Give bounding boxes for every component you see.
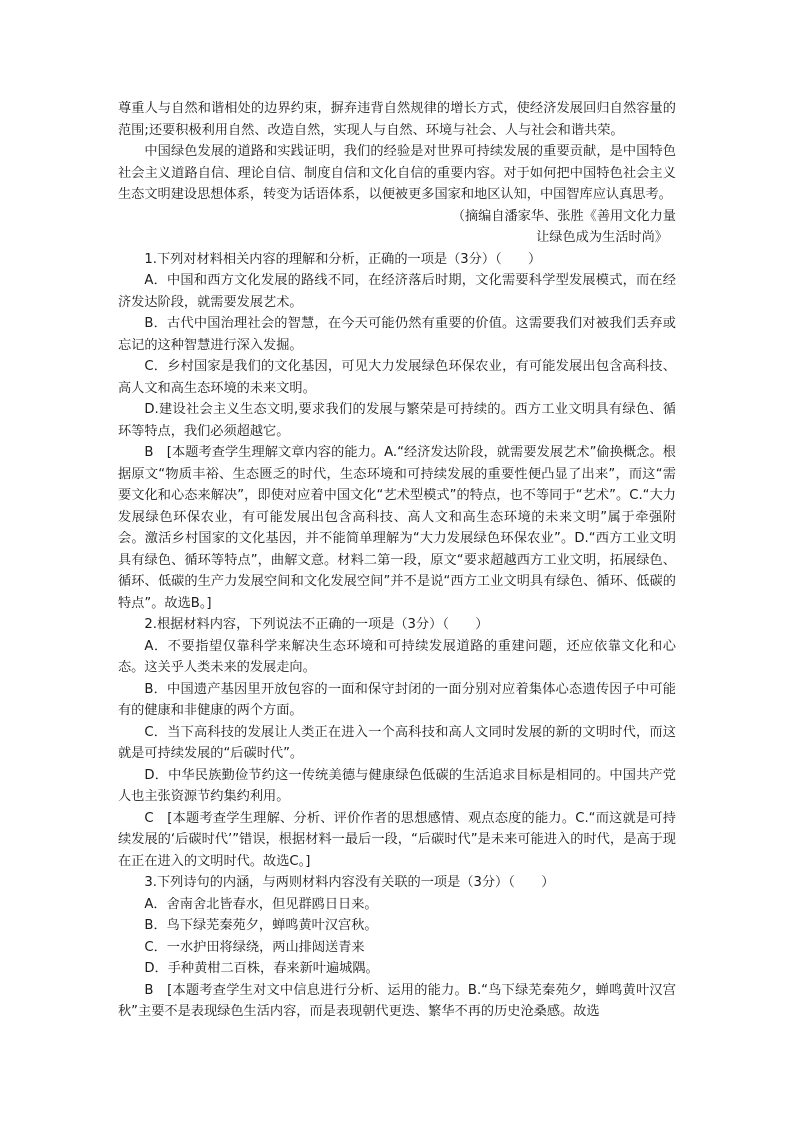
question-3-option-a: A．舍南舍北皆春水，但见群鸥日日来。	[144, 896, 378, 912]
question-1-option-a: A．中国和西方文化发展的路线不同，在经济落后时期，文化需要科学型发展模式，而在经济发达阶段，就需要发展艺术。	[118, 273, 676, 310]
question-1-option-c: C．乡村国家是我们的文化基因，可见大力发展绿色环保农业，有可能发展出包含高科技、高人文和高生态环境的未来文明。	[118, 359, 676, 396]
question-2-option-b: B．中国遗产基因里开放包容的一面和保守封闭的一面分别对应着集体心态遗传因子中可能有的健康和非健康的两个方面。	[118, 681, 676, 718]
question-2-option-d: D．中华民族勤俭节约这一传统美德与健康绿色低碳的生活追求目标是相同的。中国共产党人也主张资源节约集约利用。	[118, 767, 676, 804]
question-2-option-a: A．不要指望仅靠科学来解决生态环境和可持续发展道路的重建问题，还应依靠文化和心态。这关乎人类未来的发展走向。	[118, 638, 676, 675]
question-2-option-c: C．当下高科技的发展让人类正在进入一个高科技和高人文同时发展的新的文明时代，而这就是可持续发展的“后碳时代”。	[118, 724, 676, 761]
document-body	[118, 98, 676, 1023]
source-citation-line1: （摘编自潘家华、张胜《善用文化力量	[451, 208, 676, 224]
question-3-stem: 3.下列诗句的内涵，与两则材料内容没有关联的一项是（3分）（ ）	[144, 875, 555, 890]
question-2-answer: C [本题考查学生理解、分析、评价作者的思想感情、观点态度的能力。C.“而这就是可持续发展的‘后碳时代’”错误，根据材料一最后一段，“后碳时代”是未来可能进入的时代，是高于现在正在进入的文明时代。故选C。]	[118, 810, 676, 869]
question-3-option-b: B．鸟下绿芜秦苑夕，蝉鸣黄叶汉宫秋。	[144, 918, 378, 933]
question-1-option-d: D.建设社会主义生态文明,要求我们的发展与繁荣是可持续的。西方工业文明具有绿色、循环等特点，我们必须超越它。	[118, 402, 676, 439]
question-1-option-b: B．古代中国治理社会的智慧，在今天可能仍然有重要的价值。这需要我们对被我们丢弃或忘记的这种智慧进行深入发掘。	[118, 316, 676, 353]
question-1-answer: B [本题考查学生理解文章内容的能力。A.“经济发达阶段，就需要发展艺术”偷换概念。根据原文“物质丰裕、生态匮乏的时代，生态环境和可持续发展的重要性便凸显了出来”，而这“需要文化和心态来解决”，即使对应着中国文化“艺术型模式”的特点，也不等同于“艺术”。C.“大力发展绿色环保农业，有可能发展出包含高科技、高人文和高生态环境的未来文明”属于牵强附会。激活乡村国家的文化基因，并不能简单理解为“大力发展绿色环保农业”。D.“西方工业文明具有绿色、循环等特点”，曲解文意。材料二第一段，原文“要求超越西方工业文明，拓展绿色、循环、低碳的生产力发展空间和文化发展空间”并不是说“西方工业文明具有绿色、循环、低碳的特点”。故选B。]	[118, 445, 676, 611]
question-3-option-c: C．一水护田将绿绕，两山排闼送青来	[144, 939, 365, 955]
question-3-option-d: D．手种黄柑二百株，春来新叶遍城隅。	[144, 961, 379, 976]
source-citation-line2: 让绿色成为生活时尚》	[536, 230, 668, 245]
question-1-stem: 1.下列对材料相关内容的理解和分析，正确的一项是（3分）（ ）	[144, 251, 542, 267]
paragraph-nature-balance: 尊重人与自然和谐相处的边界约束，摒弃违背自然规律的增长方式，使经济发展回归自然容量的范围;还要积极利用自然、改造自然，实现人与自然、环境与社会、人与社会和谐共荣。	[118, 101, 676, 138]
question-3-answer: B [本题考查学生对文中信息进行分析、运用的能力。B.“鸟下绿芜秦苑夕，蝉鸣黄叶汉宫秋”主要不是表现绿色生活内容，而是表现朝代更迭、繁华不再的历史沧桑感。故选	[118, 982, 676, 1019]
question-2-stem: 2.根据材料内容，下列说法不正确的一项是（3分）（ ）	[144, 617, 489, 632]
paragraph-green-development: 中国绿色发展的道路和实践证明，我们的经验是对世界可持续发展的重要贡献，是中国特色社会主义道路自信、理论自信、制度自信和文化自信的重要内容。对于如何把中国特色社会主义生态文明建设思想体系，转变为话语体系，以便被更多国家和地区认知，中国智库应认真思考。	[118, 144, 676, 202]
